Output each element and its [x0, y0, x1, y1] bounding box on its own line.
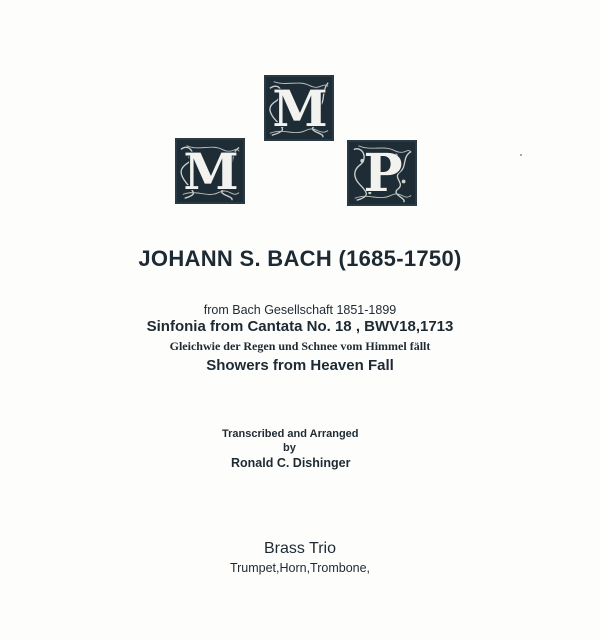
arranger-name: Ronald C. Dishinger — [231, 456, 351, 470]
logo-letter-p: P — [363, 142, 401, 204]
composer-heading: JOHANN S. BACH (1685-1750) — [138, 246, 462, 271]
ensemble: Brass Trio — [263, 540, 336, 557]
logo-letter-m-top: M — [272, 78, 326, 138]
logo-tile-m-left — [175, 138, 245, 204]
instrument-list: Trumpet,Horn,Trombone, — [229, 561, 371, 575]
work-title: Sinfonia from Cantata No. 18 , BWV18,1713 — [146, 318, 454, 335]
paper-speck — [520, 154, 522, 156]
source-line: from Bach Gesellschaft 1851-1899 — [203, 303, 397, 317]
logo-tile-p — [347, 140, 417, 206]
credit-label: Transcribed and Arranged — [222, 428, 359, 440]
credit-by: by — [283, 442, 296, 454]
english-title: Showers from Heaven Fall — [206, 357, 394, 374]
logo-tile-m-top — [264, 75, 334, 141]
logo-letter-m-left: M — [183, 141, 237, 201]
german-title: Gleichwie der Regen und Schnee vom Himmel fällt — [169, 339, 431, 353]
